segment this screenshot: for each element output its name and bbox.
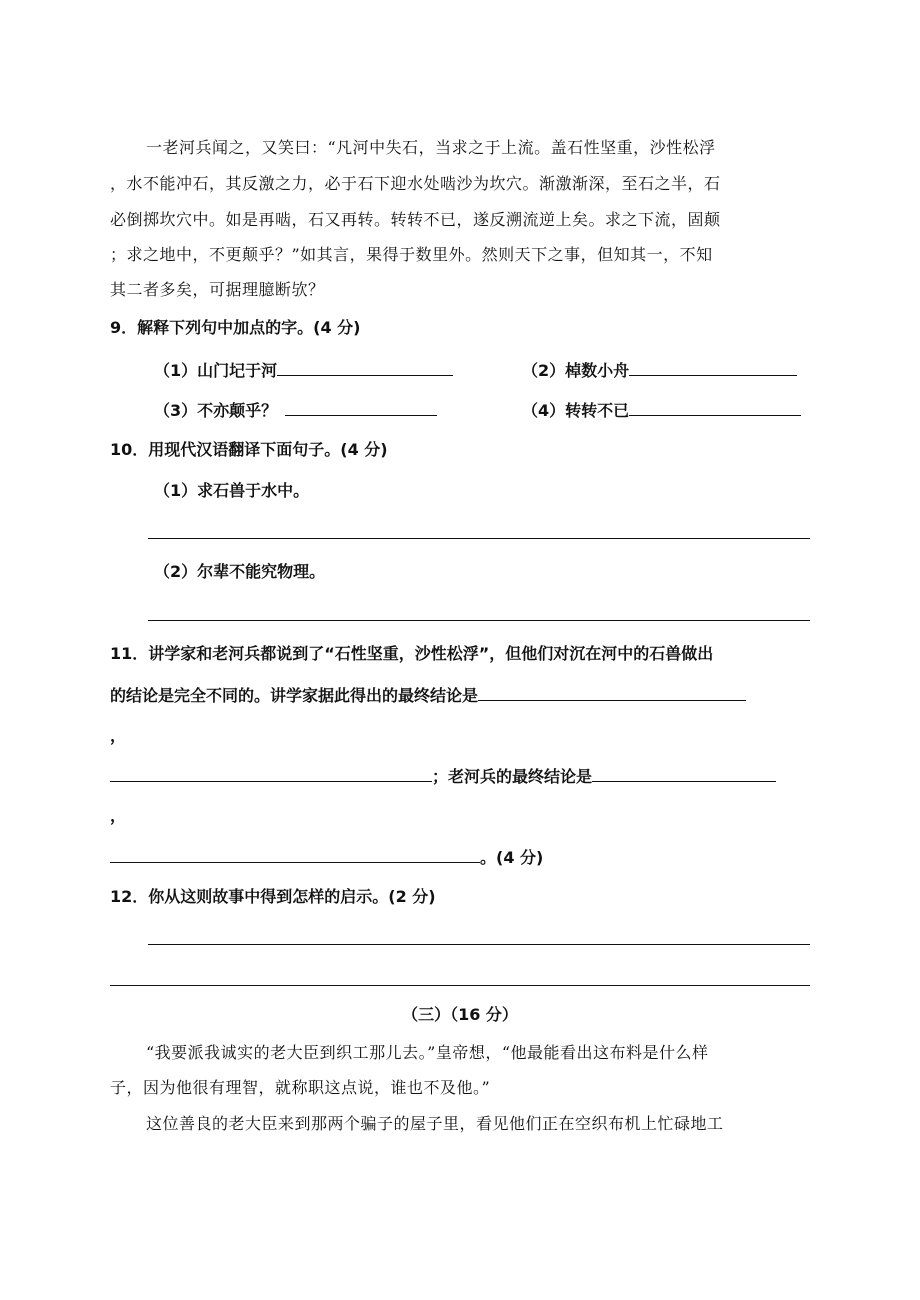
q11-comma-1: ，	[110, 726, 127, 745]
q9-answer-3-blank[interactable]	[285, 399, 437, 416]
q9-item-4-label: （4）转转不已	[522, 401, 630, 420]
passage-line-3: 必倒掷坎穴中。如是再啮，石又再转。转转不已，遂反溯流逆上矣。求之下流，固颠	[110, 210, 721, 229]
q12-answer-line-1[interactable]	[148, 944, 810, 945]
q9-item-2	[522, 359, 797, 381]
q11-soldier-conclusion-blank[interactable]	[592, 765, 776, 782]
q11-line-2	[110, 684, 746, 706]
q11-comma-2: ，	[110, 806, 127, 825]
q9-item-1-label: （1）山门圮于河	[154, 361, 278, 380]
q9-item-1	[154, 359, 453, 381]
q9-item-2-label: （2）棹数小舟	[522, 361, 630, 380]
passage-line-2: ，水不能冲石，其反激之力，必于石下迎水处啮沙为坎穴。渐激渐深，至石之半，石	[110, 174, 721, 193]
q12-answer-line-2[interactable]	[110, 985, 810, 986]
q10-answer-2-line[interactable]	[148, 620, 810, 621]
section-3-heading: （三）（16 分）	[402, 1005, 518, 1024]
q9-stem: 9．解释下列句中加点的字。(4 分)	[110, 318, 361, 337]
q11-line-6	[110, 846, 543, 868]
q9-answer-2-blank[interactable]	[629, 359, 797, 376]
q11-line-4	[110, 765, 776, 787]
q9-answer-4-blank[interactable]	[629, 399, 801, 416]
q9-answer-1-blank[interactable]	[277, 359, 453, 376]
q11-soldier-conclusion-blank-2[interactable]	[110, 846, 480, 863]
passage-line-4: ；求之地中，不更颠乎？”如其言，果得于数里外。然则天下之事，但知其一，不知	[110, 245, 713, 264]
passage-line-5: 其二者多矣，可据理臆断欤？	[110, 280, 325, 299]
q9-item-4	[522, 399, 801, 421]
q9-item-3	[154, 399, 437, 421]
q11-scholar-conclusion-blank-2[interactable]	[110, 765, 432, 782]
q10-item-2: （2）尔辈不能究物理。	[154, 562, 326, 581]
section-3-line-1: “我要派我诚实的老大臣到织工那儿去。”皇帝想，“他最能看出这布料是什么样	[146, 1043, 709, 1062]
q10-stem: 10．用现代汉语翻译下面句子。(4 分)	[110, 440, 388, 459]
q11-scholar-conclusion-blank[interactable]	[478, 684, 746, 701]
q11-end-text: 。(4 分)	[480, 848, 544, 867]
q9-item-3-label: （3）不亦颠乎？	[154, 401, 278, 420]
section-3-line-2: 子，因为他很有理智，就称职这点说，谁也不及他。”	[110, 1078, 491, 1097]
section-3-line-3: 这位善良的老大臣来到那两个骗子的屋子里，看见他们正在空织布机上忙碌地工	[146, 1114, 724, 1133]
q10-item-1: （1）求石兽于水中。	[154, 481, 310, 500]
q12-stem: 12．你从这则故事中得到怎样的启示。(2 分)	[110, 887, 436, 906]
q10-answer-1-line[interactable]	[148, 538, 810, 539]
q11-mid-text: ；老河兵的最终结论是	[432, 767, 593, 786]
passage-line-1: 一老河兵闻之，又笑曰：“凡河中失石，当求之于上流。盖石性坚重，沙性松浮	[146, 138, 716, 157]
q11-line-1: 11．讲学家和老河兵都说到了“石性坚重，沙性松浮”，但他们对沉在河中的石兽做出	[110, 644, 714, 663]
q11-line-2-text: 的结论是完全不同的。讲学家据此得出的最终结论是	[110, 686, 479, 705]
